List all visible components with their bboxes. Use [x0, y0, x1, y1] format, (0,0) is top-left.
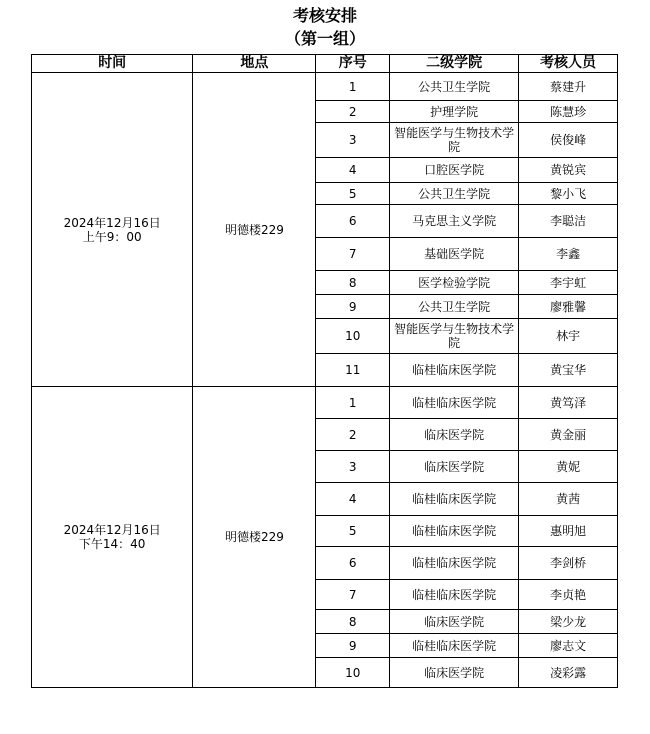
college-cell: 临床医学院 — [390, 451, 519, 483]
table-row — [32, 387, 618, 419]
time-text: 上午9：00 — [82, 229, 142, 244]
header-time: 时间 — [32, 55, 193, 73]
time-cell — [32, 387, 193, 688]
person-cell: 黄宝华 — [519, 354, 618, 387]
num-cell: 9 — [316, 295, 390, 319]
person-cell: 李鑫 — [519, 238, 618, 271]
person-cell: 黄茜 — [519, 483, 618, 516]
num-cell: 3 — [316, 123, 390, 158]
person-cell: 蔡建升 — [519, 73, 618, 101]
num-cell: 10 — [316, 319, 390, 354]
table-row — [32, 73, 618, 101]
person-cell: 惠明旭 — [519, 516, 618, 547]
num-cell: 1 — [316, 73, 390, 101]
num-cell: 2 — [316, 101, 390, 123]
num-cell: 4 — [316, 158, 390, 183]
person-cell: 侯俊峰 — [519, 123, 618, 158]
college-cell: 公共卫生学院 — [390, 183, 519, 205]
college-cell: 临桂临床医学院 — [390, 547, 519, 580]
place-cell: 明德楼229 — [193, 73, 316, 387]
num-cell: 11 — [316, 354, 390, 387]
college-cell: 智能医学与生物技术学院 — [390, 123, 519, 158]
table-body — [32, 73, 618, 688]
person-cell: 廖志文 — [519, 634, 618, 658]
college-cell: 马克思主义学院 — [390, 205, 519, 238]
header-place: 地点 — [193, 55, 316, 73]
num-cell: 10 — [316, 658, 390, 688]
num-cell: 5 — [316, 183, 390, 205]
college-cell: 临桂临床医学院 — [390, 354, 519, 387]
college-cell: 口腔医学院 — [390, 158, 519, 183]
college-cell: 临床医学院 — [390, 658, 519, 688]
college-cell: 临桂临床医学院 — [390, 580, 519, 610]
college-cell: 临桂临床医学院 — [390, 634, 519, 658]
num-cell: 7 — [316, 580, 390, 610]
page-subtitle: （第一组） — [284, 29, 365, 48]
person-cell: 黄锐宾 — [519, 158, 618, 183]
college-cell: 智能医学与生物技术学院 — [390, 319, 519, 354]
person-cell: 林宇 — [519, 319, 618, 354]
college-cell: 医学检验学院 — [390, 271, 519, 295]
college-cell: 临桂临床医学院 — [390, 516, 519, 547]
header-person: 考核人员 — [519, 55, 618, 73]
time-text: 下午14：40 — [78, 537, 146, 551]
header-row — [32, 55, 618, 73]
header-college: 二级学院 — [390, 55, 519, 73]
num-cell: 8 — [316, 271, 390, 295]
date-text: 2024年12月16日 — [63, 523, 161, 537]
person-cell: 凌彩露 — [519, 658, 618, 688]
num-cell: 8 — [316, 610, 390, 634]
college-cell: 护理学院 — [390, 101, 519, 123]
num-cell: 9 — [316, 634, 390, 658]
person-cell: 梁少龙 — [519, 610, 618, 634]
person-cell: 黄妮 — [519, 451, 618, 483]
college-cell: 临床医学院 — [390, 419, 519, 451]
num-cell: 2 — [316, 419, 390, 451]
num-cell: 6 — [316, 205, 390, 238]
college-cell: 公共卫生学院 — [390, 73, 519, 101]
time-cell — [32, 73, 193, 387]
num-cell: 5 — [316, 516, 390, 547]
date-text: 2024年12月16日 — [63, 215, 161, 230]
person-cell: 李聪洁 — [519, 205, 618, 238]
college-cell: 临桂临床医学院 — [390, 387, 519, 419]
person-cell: 黄金丽 — [519, 419, 618, 451]
person-cell: 黄笃泽 — [519, 387, 618, 419]
college-cell: 基础医学院 — [390, 238, 519, 271]
page-title: 考核安排 — [292, 6, 357, 25]
place-cell: 明德楼229 — [193, 387, 316, 688]
person-cell: 李剑桥 — [519, 547, 618, 580]
num-cell: 3 — [316, 451, 390, 483]
person-cell: 李贞艳 — [519, 580, 618, 610]
num-cell: 7 — [316, 238, 390, 271]
person-cell: 李宇虹 — [519, 271, 618, 295]
person-cell: 黎小飞 — [519, 183, 618, 205]
college-cell: 公共卫生学院 — [390, 295, 519, 319]
college-cell: 临桂临床医学院 — [390, 483, 519, 516]
num-cell: 1 — [316, 387, 390, 419]
num-cell: 6 — [316, 547, 390, 580]
header-num: 序号 — [316, 55, 390, 73]
person-cell: 廖雅馨 — [519, 295, 618, 319]
schedule-table — [31, 54, 618, 688]
college-cell: 临床医学院 — [390, 610, 519, 634]
person-cell: 陈慧珍 — [519, 101, 618, 123]
num-cell: 4 — [316, 483, 390, 516]
